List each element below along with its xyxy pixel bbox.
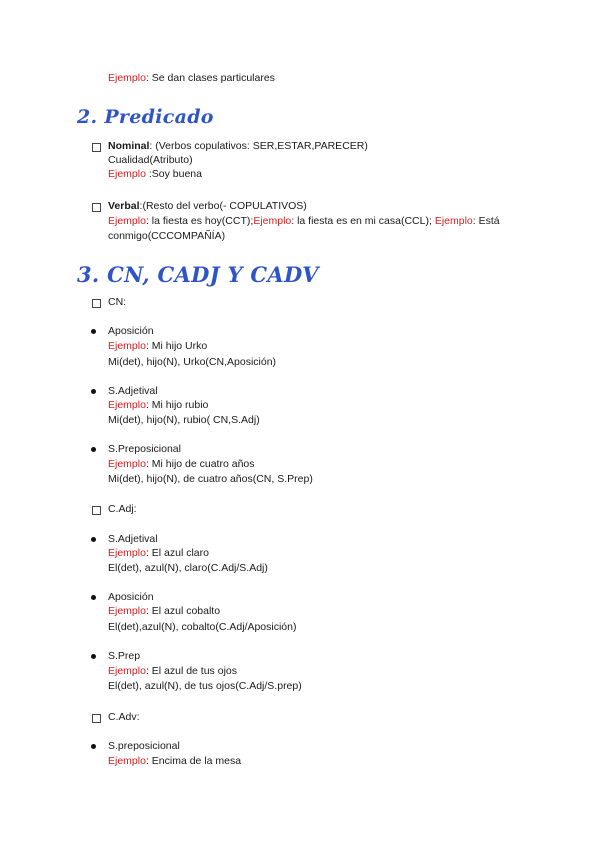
section-heading-predicado: 2. Predicado: [77, 106, 214, 128]
example-label: Ejemplo: [108, 72, 146, 84]
bullet-icon: [91, 595, 96, 600]
group-label-cadj: C.Adj:: [108, 503, 137, 515]
example-text: : El azul de tus ojos: [145, 665, 237, 677]
item-analysis: El(det),azul(N), cobalto(C.Adj/Aposición): [108, 621, 297, 633]
item-analysis: Mi(det), hijo(N), rubio( CN,S.Adj): [108, 414, 260, 426]
example-text: : El azul claro: [145, 547, 209, 559]
checkbox-cn[interactable]: [92, 299, 101, 308]
verbal-term: Verbal: [108, 200, 140, 212]
bullet-icon: [91, 329, 96, 334]
example-label: Ejemplo: [108, 458, 146, 470]
item-analysis: Mi(det), hijo(N), de cuatro años(CN, S.Prep): [108, 473, 313, 485]
item-example: [108, 754, 241, 769]
bullet-icon: [91, 389, 96, 394]
example-text: : Mi hijo rubio: [145, 399, 209, 411]
nominal-desc: : (Verbos copulativos: SER,ESTAR,PARECER): [149, 140, 368, 152]
item-example: [108, 664, 237, 679]
example-text: :Soy buena: [145, 168, 202, 180]
nominal-line-2: Cualidad(Atributo): [108, 154, 193, 166]
section-heading-cn-cadj-cadv: 3. CN, CADJ Y CADV: [77, 262, 319, 287]
example-label: Ejemplo: [108, 399, 146, 411]
example-label: Ejemplo: [108, 547, 146, 559]
item-name: S.Prep: [108, 650, 141, 662]
example-label: Ejemplo: [434, 215, 473, 227]
example-label: Ejemplo: [108, 605, 146, 617]
group-label-cn: CN:: [108, 296, 127, 308]
example-label: Ejemplo: [108, 168, 146, 180]
item-example: [108, 546, 209, 561]
example-label: Ejemplo: [108, 665, 146, 677]
example-text: : la fiesta es en mi casa(CCL);: [291, 215, 435, 227]
item-analysis: El(det), azul(N), claro(C.Adj/S.Adj): [108, 562, 268, 574]
bullet-icon: [91, 447, 96, 452]
example-text: : Se dan clases particulares: [145, 72, 275, 84]
bullet-icon: [91, 744, 96, 749]
item-example: [108, 604, 220, 619]
checkbox-nominal[interactable]: [92, 143, 101, 152]
bullet-icon: [91, 654, 96, 659]
verbal-desc: :(Resto del verbo(- COPULATIVOS): [139, 200, 307, 212]
item-example: [108, 457, 255, 472]
example-text: : la fiesta es hoy(CCT);: [145, 215, 254, 227]
item-example: [108, 339, 207, 354]
example-text: : El azul cobalto: [145, 605, 221, 617]
item-name: S.Adjetival: [108, 533, 158, 545]
example-text: : Está: [472, 215, 500, 227]
bullet-icon: [91, 537, 96, 542]
item-name: S.Preposicional: [108, 443, 181, 455]
nominal-line-1: [108, 139, 368, 154]
item-name: S.preposicional: [108, 740, 180, 752]
nominal-example: [108, 167, 202, 182]
example-text: : Mi hijo de cuatro años: [145, 458, 255, 470]
item-analysis: Mi(det), hijo(N), Urko(CN,Aposición): [108, 356, 277, 368]
verbal-line-3: conmigo(CCCOMPAÑÍA): [108, 230, 226, 242]
verbal-examples: [108, 214, 500, 229]
example-label: Ejemplo: [253, 215, 292, 227]
item-analysis: El(det), azul(N), de tus ojos(C.Adj/S.prep): [108, 680, 302, 692]
example-label: Ejemplo: [108, 340, 146, 352]
item-example: [108, 398, 208, 413]
verbal-line-1: [108, 199, 307, 214]
example-label: Ejemplo: [108, 215, 146, 227]
nominal-term: Nominal: [108, 140, 150, 152]
example-text: : Encima de la mesa: [145, 755, 242, 767]
item-name: S.Adjetival: [108, 385, 158, 397]
top-example: [108, 71, 275, 86]
checkbox-cadv[interactable]: [92, 714, 101, 723]
item-name: Aposición: [108, 325, 154, 337]
checkbox-cadj[interactable]: [92, 506, 101, 515]
item-name: Aposición: [108, 591, 154, 603]
example-text: : Mi hijo Urko: [145, 340, 208, 352]
example-label: Ejemplo: [108, 755, 146, 767]
checkbox-verbal[interactable]: [92, 203, 101, 212]
group-label-cadv: C.Adv:: [108, 711, 140, 723]
